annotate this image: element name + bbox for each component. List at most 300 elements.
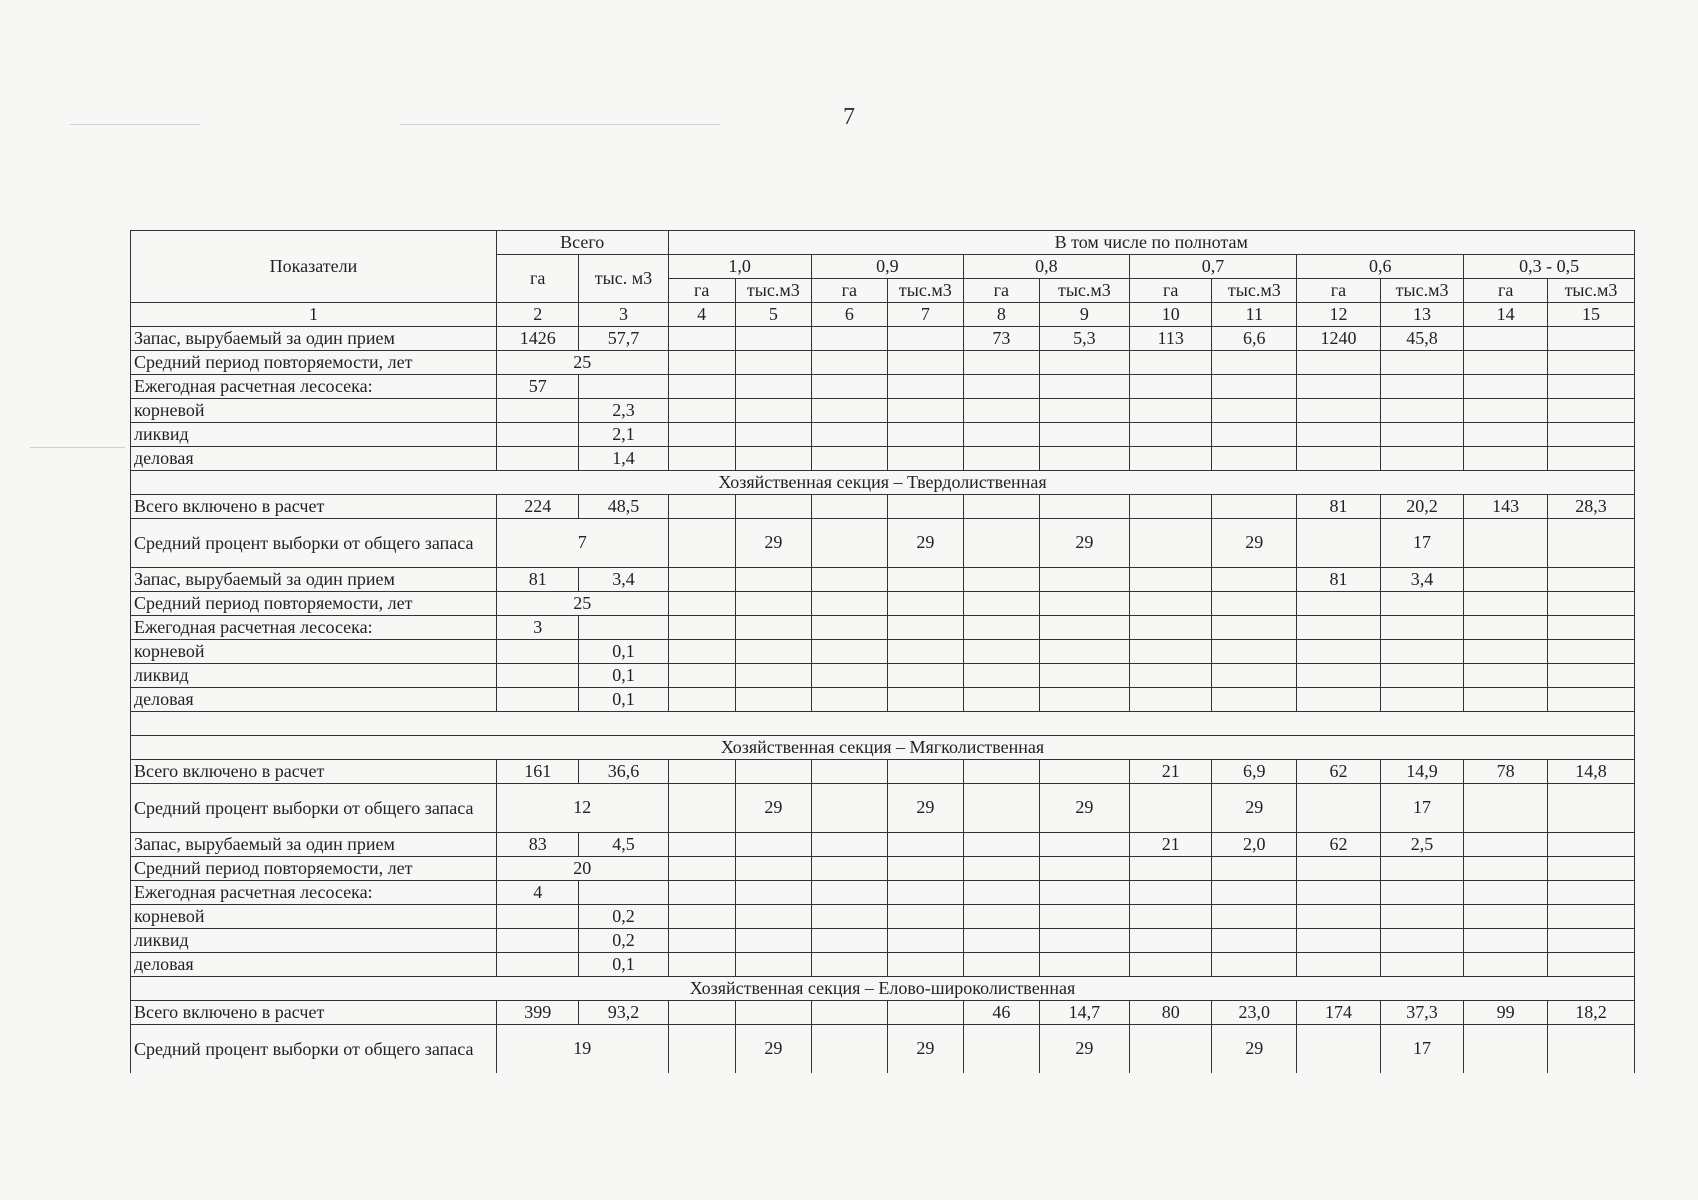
table-cell <box>887 857 963 881</box>
header-density: 0,7 <box>1129 255 1296 279</box>
table-row <box>131 784 1635 833</box>
table-cell: 0,1 <box>579 953 668 977</box>
table-cell <box>887 688 963 712</box>
table-cell <box>1547 399 1634 423</box>
table-cell <box>887 423 963 447</box>
table-cell <box>735 399 811 423</box>
table-cell: 399 <box>496 1001 579 1025</box>
table-cell <box>1380 616 1464 640</box>
table-cell <box>1547 857 1634 881</box>
table-cell: 29 <box>1039 519 1129 568</box>
table-cell <box>1464 616 1548 640</box>
table-cell: 29 <box>735 519 811 568</box>
table-cell <box>496 640 579 664</box>
column-number: 7 <box>887 303 963 327</box>
table-cell <box>811 1025 887 1074</box>
table-cell <box>1297 1025 1381 1074</box>
table-cell <box>811 399 887 423</box>
table-cell: 2,0 <box>1212 833 1297 857</box>
table-cell-total: 7 <box>496 519 668 568</box>
table-cell <box>1039 881 1129 905</box>
row-label: Запас, вырубаемый за один прием <box>131 833 497 857</box>
table-cell <box>668 881 735 905</box>
table-cell <box>1039 929 1129 953</box>
table-cell <box>1129 905 1212 929</box>
table-cell <box>735 688 811 712</box>
table-cell <box>1212 495 1297 519</box>
table-cell <box>1129 929 1212 953</box>
table-cell <box>1380 688 1464 712</box>
table-cell <box>668 1025 735 1074</box>
table-cell: 224 <box>496 495 579 519</box>
table-cell: 4,5 <box>579 833 668 857</box>
table-cell <box>668 616 735 640</box>
table-cell: 93,2 <box>579 1001 668 1025</box>
table-cell <box>1547 881 1634 905</box>
row-label: Средний период повторяемости, лет <box>131 857 497 881</box>
table-cell <box>1547 1025 1634 1074</box>
table-cell <box>1297 447 1381 471</box>
header-unit-volume: тыс.м3 <box>887 279 963 303</box>
table-cell <box>811 447 887 471</box>
table-cell <box>1464 784 1548 833</box>
header-by-density: В том числе по полнотам <box>668 231 1635 255</box>
row-label: ликвид <box>131 423 497 447</box>
table-cell <box>887 1001 963 1025</box>
table-cell <box>1039 399 1129 423</box>
row-label: корневой <box>131 399 497 423</box>
table-cell <box>887 327 963 351</box>
table-cell <box>735 953 811 977</box>
table-cell: 0,1 <box>579 688 668 712</box>
column-number: 10 <box>1129 303 1212 327</box>
table-cell: 4 <box>496 881 579 905</box>
table-cell <box>1297 664 1381 688</box>
row-label: Всего включено в расчет <box>131 1001 497 1025</box>
row-label: Ежегодная расчетная лесосека: <box>131 375 497 399</box>
table-cell: 29 <box>887 784 963 833</box>
table-cell <box>735 905 811 929</box>
table-cell <box>579 881 668 905</box>
table-cell <box>1039 664 1129 688</box>
row-label: Запас, вырубаемый за один прием <box>131 568 497 592</box>
table-cell <box>1380 664 1464 688</box>
table-cell <box>1380 375 1464 399</box>
header-density: 0,8 <box>963 255 1129 279</box>
table-cell <box>887 399 963 423</box>
table-cell <box>668 351 735 375</box>
table-cell <box>963 592 1039 616</box>
table-cell <box>811 784 887 833</box>
table-cell: 17 <box>1380 519 1464 568</box>
table-cell <box>1464 375 1548 399</box>
table-cell <box>887 351 963 375</box>
table-cell <box>579 375 668 399</box>
column-number: 14 <box>1464 303 1548 327</box>
table-cell <box>1547 953 1634 977</box>
table-cell <box>496 688 579 712</box>
table-cell: 62 <box>1297 760 1381 784</box>
table-cell: 3,4 <box>579 568 668 592</box>
table-cell <box>496 929 579 953</box>
row-label: Ежегодная расчетная лесосека: <box>131 881 497 905</box>
table-cell: 14,7 <box>1039 1001 1129 1025</box>
table-row <box>131 327 1635 351</box>
table-cell <box>811 760 887 784</box>
header-density: 0,9 <box>811 255 963 279</box>
table-cell: 81 <box>496 568 579 592</box>
table-cell <box>1212 399 1297 423</box>
table-cell <box>963 905 1039 929</box>
table-cell <box>1297 423 1381 447</box>
table-cell: 18,2 <box>1547 1001 1634 1025</box>
table-row <box>131 351 1635 375</box>
table-cell-total: 25 <box>496 351 668 375</box>
table-cell <box>735 568 811 592</box>
table-cell <box>811 688 887 712</box>
table-cell <box>1380 351 1464 375</box>
table-cell <box>887 881 963 905</box>
table-cell <box>1547 592 1634 616</box>
table-cell <box>668 592 735 616</box>
row-label: корневой <box>131 905 497 929</box>
table-cell <box>887 664 963 688</box>
table-cell <box>1464 833 1548 857</box>
table-cell <box>1129 784 1212 833</box>
table-cell <box>1380 592 1464 616</box>
table-cell-total: 20 <box>496 857 668 881</box>
table-cell <box>811 664 887 688</box>
table-cell <box>1297 929 1381 953</box>
table-cell <box>963 447 1039 471</box>
table-cell <box>1039 423 1129 447</box>
table-cell-total: 25 <box>496 592 668 616</box>
table-cell <box>1547 616 1634 640</box>
table-cell <box>1297 881 1381 905</box>
header-unit-ha: га <box>1129 279 1212 303</box>
table-cell <box>735 375 811 399</box>
column-number: 11 <box>1212 303 1297 327</box>
table-cell <box>1464 1025 1548 1074</box>
table-cell-total: 19 <box>496 1025 668 1074</box>
header-total: Всего <box>496 231 668 255</box>
table-cell <box>668 833 735 857</box>
table-cell <box>1212 953 1297 977</box>
table-cell: 14,9 <box>1380 760 1464 784</box>
table-cell <box>668 495 735 519</box>
table-cell <box>963 375 1039 399</box>
table-cell <box>887 495 963 519</box>
table-cell <box>1039 592 1129 616</box>
table-cell <box>668 664 735 688</box>
table-cell: 2,1 <box>579 423 668 447</box>
table-row <box>131 953 1635 977</box>
table-cell <box>1464 905 1548 929</box>
table-row <box>131 495 1635 519</box>
table-cell <box>811 375 887 399</box>
table-cell <box>811 495 887 519</box>
table-cell <box>1297 784 1381 833</box>
table-cell <box>811 881 887 905</box>
table-row <box>131 929 1635 953</box>
table-cell <box>1129 351 1212 375</box>
table-cell <box>1039 351 1129 375</box>
table-cell: 161 <box>496 760 579 784</box>
row-label: Средний процент выборки от общего запаса <box>131 784 497 833</box>
table-cell <box>1039 857 1129 881</box>
table-cell <box>1297 519 1381 568</box>
table-cell <box>963 833 1039 857</box>
table-cell <box>1547 423 1634 447</box>
table-cell: 37,3 <box>1380 1001 1464 1025</box>
table-cell <box>1129 881 1212 905</box>
table-cell <box>963 640 1039 664</box>
table-row <box>131 688 1635 712</box>
section-header-row <box>131 736 1635 760</box>
table-cell <box>496 664 579 688</box>
scan-artifact-line <box>400 124 720 125</box>
table-cell <box>1547 929 1634 953</box>
header-total-ha: га <box>496 255 579 303</box>
row-label: Всего включено в расчет <box>131 760 497 784</box>
table-cell: 29 <box>887 1025 963 1074</box>
table-cell <box>1464 568 1548 592</box>
table-cell: 0,2 <box>579 929 668 953</box>
table-cell <box>668 327 735 351</box>
table-cell <box>668 423 735 447</box>
header-unit-volume: тыс.м3 <box>1212 279 1297 303</box>
table-cell <box>811 351 887 375</box>
table-cell: 57 <box>496 375 579 399</box>
table-cell <box>1212 929 1297 953</box>
header-density: 0,3 - 0,5 <box>1464 255 1635 279</box>
table-cell <box>1464 664 1548 688</box>
table-cell <box>1380 399 1464 423</box>
table-cell <box>1547 640 1634 664</box>
table-cell: 113 <box>1129 327 1212 351</box>
table-cell <box>1212 664 1297 688</box>
table-cell: 23,0 <box>1212 1001 1297 1025</box>
table-cell: 29 <box>1212 519 1297 568</box>
table-cell <box>811 640 887 664</box>
table-cell <box>963 399 1039 423</box>
table-cell <box>1039 447 1129 471</box>
table-cell <box>1129 375 1212 399</box>
table-cell <box>1212 857 1297 881</box>
table-cell <box>1039 375 1129 399</box>
table-cell <box>668 760 735 784</box>
header-row-1 <box>131 231 1635 255</box>
table-cell <box>1547 688 1634 712</box>
table-cell <box>735 1001 811 1025</box>
table-cell <box>1039 953 1129 977</box>
row-label: Всего включено в расчет <box>131 495 497 519</box>
column-number: 15 <box>1547 303 1634 327</box>
table-cell <box>811 616 887 640</box>
table-cell: 6,9 <box>1212 760 1297 784</box>
table-row <box>131 833 1635 857</box>
table-row <box>131 1025 1635 1074</box>
table-row <box>131 447 1635 471</box>
table-cell <box>735 833 811 857</box>
table-cell <box>1547 375 1634 399</box>
table-cell: 0,1 <box>579 640 668 664</box>
header-unit-volume: тыс.м3 <box>735 279 811 303</box>
table-cell: 20,2 <box>1380 495 1464 519</box>
row-label: Запас, вырубаемый за один прием <box>131 327 497 351</box>
table-row <box>131 616 1635 640</box>
table-cell: 0,2 <box>579 905 668 929</box>
table-cell <box>735 447 811 471</box>
table-cell <box>1212 688 1297 712</box>
table-cell <box>1547 833 1634 857</box>
table-cell <box>1129 592 1212 616</box>
table-cell: 3 <box>496 616 579 640</box>
table-cell <box>811 857 887 881</box>
table-cell: 99 <box>1464 1001 1548 1025</box>
table-row <box>131 519 1635 568</box>
table-cell: 29 <box>1039 784 1129 833</box>
table-cell <box>1464 351 1548 375</box>
table-cell: 143 <box>1464 495 1548 519</box>
table-cell <box>579 616 668 640</box>
table-row <box>131 1001 1635 1025</box>
table-cell <box>1464 327 1548 351</box>
column-number: 1 <box>131 303 497 327</box>
table-cell <box>1039 688 1129 712</box>
table-cell <box>887 640 963 664</box>
table-cell: 1426 <box>496 327 579 351</box>
table-cell <box>496 447 579 471</box>
table-cell <box>1212 568 1297 592</box>
table-cell <box>735 351 811 375</box>
row-label: ликвид <box>131 929 497 953</box>
table-cell: 83 <box>496 833 579 857</box>
table-cell <box>1464 423 1548 447</box>
table-cell <box>1464 399 1548 423</box>
header-unit-ha: га <box>1297 279 1381 303</box>
table-cell <box>1380 857 1464 881</box>
table-cell <box>1297 616 1381 640</box>
table-cell <box>1464 688 1548 712</box>
header-unit-volume: тыс.м3 <box>1547 279 1634 303</box>
scan-artifact-line <box>70 124 200 125</box>
table-cell <box>887 833 963 857</box>
table-cell <box>1212 616 1297 640</box>
table-cell <box>1547 519 1634 568</box>
table-cell: 29 <box>887 519 963 568</box>
table-cell: 17 <box>1380 784 1464 833</box>
column-number: 9 <box>1039 303 1129 327</box>
header-unit-ha: га <box>963 279 1039 303</box>
table-cell: 29 <box>1212 1025 1297 1074</box>
table-cell <box>887 616 963 640</box>
section-title: Хозяйственная секция – Твердолиственная <box>131 471 1635 495</box>
table-cell: 174 <box>1297 1001 1381 1025</box>
table-cell: 14,8 <box>1547 760 1634 784</box>
section-header-row <box>131 471 1635 495</box>
section-header-row <box>131 977 1635 1001</box>
table-cell: 17 <box>1380 1025 1464 1074</box>
table-cell <box>735 857 811 881</box>
table-cell <box>1547 905 1634 929</box>
header-density: 0,6 <box>1297 255 1464 279</box>
table-cell <box>1129 1025 1212 1074</box>
table-cell <box>1129 664 1212 688</box>
table-cell <box>668 1001 735 1025</box>
table-cell <box>735 616 811 640</box>
table-cell <box>1129 688 1212 712</box>
table-row <box>131 905 1635 929</box>
table-cell <box>887 929 963 953</box>
table-cell <box>735 664 811 688</box>
table-row <box>131 640 1635 664</box>
table-cell <box>1464 519 1548 568</box>
table-cell <box>1039 495 1129 519</box>
table-cell <box>496 399 579 423</box>
table-cell <box>811 929 887 953</box>
table-cell <box>811 568 887 592</box>
header-unit-ha: га <box>1464 279 1548 303</box>
column-number: 13 <box>1380 303 1464 327</box>
header-unit-ha: га <box>668 279 735 303</box>
table-row <box>131 592 1635 616</box>
table-cell <box>1380 929 1464 953</box>
table-cell: 1240 <box>1297 327 1381 351</box>
table-cell <box>811 327 887 351</box>
table-cell <box>735 881 811 905</box>
table-cell <box>1547 447 1634 471</box>
table-cell <box>963 929 1039 953</box>
table-cell <box>1547 327 1634 351</box>
logging-indicators-table <box>130 230 1635 1073</box>
table-cell <box>1212 375 1297 399</box>
table-cell <box>1212 881 1297 905</box>
table-cell <box>668 857 735 881</box>
table-cell <box>963 784 1039 833</box>
table-cell <box>1129 640 1212 664</box>
table-cell <box>1464 929 1548 953</box>
header-density: 1,0 <box>668 255 811 279</box>
table-cell <box>963 495 1039 519</box>
header-unit-ha: га <box>811 279 887 303</box>
table-cell <box>735 640 811 664</box>
table-cell <box>1129 953 1212 977</box>
table-cell <box>1129 568 1212 592</box>
column-number: 12 <box>1297 303 1381 327</box>
table-cell <box>963 568 1039 592</box>
row-label: деловая <box>131 688 497 712</box>
table-cell: 2,3 <box>579 399 668 423</box>
table-cell <box>735 760 811 784</box>
header-total-volume: тыс. м3 <box>579 255 668 303</box>
table-cell <box>1547 784 1634 833</box>
table-cell <box>668 953 735 977</box>
table-cell <box>496 423 579 447</box>
table-cell <box>1039 760 1129 784</box>
table-cell: 21 <box>1129 760 1212 784</box>
column-number: 4 <box>668 303 735 327</box>
table-cell <box>887 592 963 616</box>
table-cell <box>1547 568 1634 592</box>
report-table-wrapper <box>130 230 1635 1073</box>
table-cell <box>735 423 811 447</box>
table-cell <box>1297 351 1381 375</box>
table-cell <box>1547 351 1634 375</box>
row-label: деловая <box>131 953 497 977</box>
table-cell <box>811 592 887 616</box>
column-number: 5 <box>735 303 811 327</box>
